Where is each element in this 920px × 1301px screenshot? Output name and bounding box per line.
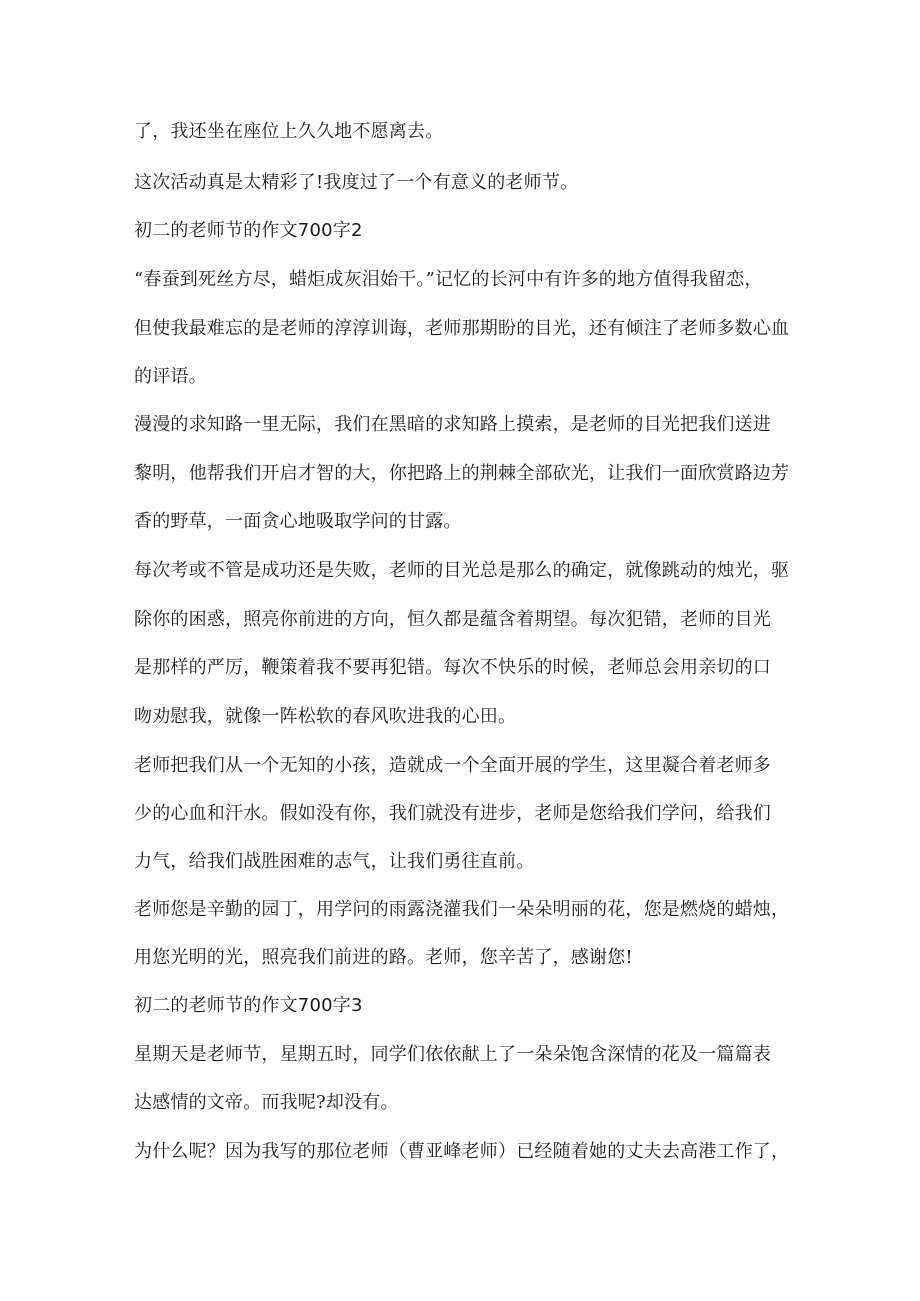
text-line: 这次活动真是太精彩了!我度过了一个有意义的老师节。 — [134, 172, 579, 193]
text-line: 老师您是辛勤的园丁，用学问的雨露浇灌我们一朵朵明丽的花，您是燃烧的蜡烛， — [134, 899, 790, 920]
section-heading: 初二的老师节的作文700字3 — [134, 995, 363, 1016]
text-line: 了，我还坐在座位上久久地不愿离去。 — [134, 121, 444, 142]
text-line: 黎明，他帮我们开启才智的大，你把路上的荆棘全部砍光，让我们一面欣赏路边芳 — [134, 463, 790, 484]
text-line: 老师把我们从一个无知的小孩，造就成一个全面开展的学生，这里凝合着老师多 — [134, 755, 771, 776]
text-line: 是那样的严厉，鞭策着我不要再犯错。每次不快乐的时候，老师总会用亲切的口 — [134, 657, 771, 678]
text-line: “春蚕到死丝方尽，蜡炬成灰泪始干。”记忆的长河中有许多的地方值得我留恋， — [134, 269, 763, 290]
text-line: 用您光明的光，照亮我们前进的路。老师，您辛苦了，感谢您! — [134, 947, 633, 968]
text-line: 为什么呢？因为我写的那位老师（曹亚峰老师）已经随着她的丈夫去高港工作了， — [134, 1141, 790, 1162]
text-line: 但使我最难忘的是老师的淳淳训诲，老师那期盼的目光，还有倾注了老师多数心血 — [134, 318, 790, 339]
text-line: 星期天是老师节，星期五时，同学们依依献上了一朵朵饱含深情的花及一篇篇表 — [134, 1044, 771, 1065]
text-line: 香的野草，一面贪心地吸取学问的甘露。 — [134, 511, 462, 532]
text-line: 达感情的文帝。而我呢?却没有。 — [134, 1092, 399, 1113]
text-line: 除你的困惑，照亮你前进的方向，恒久都是蕴含着期望。每次犯错，老师的目光 — [134, 609, 771, 630]
text-line: 少的心血和汗水。假如没有你，我们就没有进步，老师是您给我们学问，给我们 — [134, 803, 771, 824]
text-line: 每次考或不管是成功还是失败，老师的目光总是那么的确定，就像跳动的烛光，驱 — [134, 560, 790, 581]
text-line: 吻劝慰我，就像一阵松软的春风吹进我的心田。 — [134, 706, 517, 727]
section-heading: 初二的老师节的作文700字2 — [134, 220, 363, 241]
text-line: 力气，给我们战胜困难的志气，让我们勇往直前。 — [134, 851, 535, 872]
text-line: 漫漫的求知路一里无际，我们在黑暗的求知路上摸索，是老师的目光把我们送进 — [134, 414, 771, 435]
text-line: 的评语。 — [134, 366, 207, 387]
